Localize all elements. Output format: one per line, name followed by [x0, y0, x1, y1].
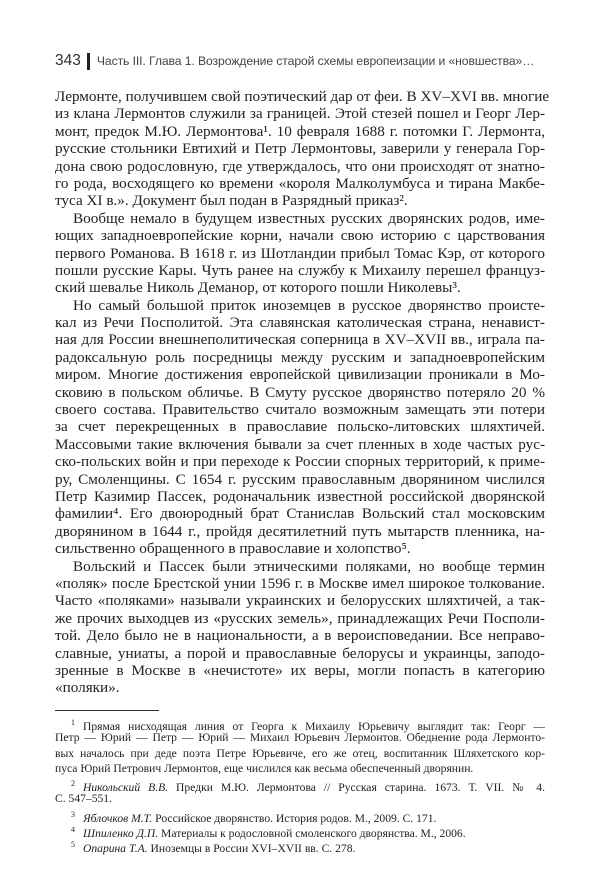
text-line: дворянином в 1644 г., пройдя десятилетний путь мытарств пленника, на- [55, 522, 545, 540]
text-line: ная для России внешнеполитическая соперница в XV–XVII вв., играла па- [55, 331, 545, 349]
footnote-line [55, 761, 545, 776]
footnote-text: Прямая нисходящая линия от Георга к Михаилу Юрьевичу выглядит так: Георг — [83, 719, 545, 733]
text-line: первого Романова. В 1618 г. из Шотландии прибыл Томас Кэр, от которого [55, 244, 545, 262]
running-title: Часть III. Глава 1. Возрождение старой схемы европеизации и «новшества»… [96, 54, 535, 68]
footnote-text: Предки М.Ю. Лермонтова // Русская старина. 1673. Т. VII. № 4. [168, 781, 545, 795]
footnote-number: 4 [71, 825, 75, 835]
footnote-line [55, 730, 545, 745]
footnote-text: Петр — Юрий — Петр — Юрий — Михаил Юрьевич Лермонтов. Обеднение рода Лермонто- [55, 731, 545, 745]
footnote [55, 715, 545, 776]
footnote-line [55, 837, 545, 856]
footnote-text: пуса Юрий Петрович Лермонтов, еще числился как весьма обеспеченный дворянин. [55, 761, 474, 775]
text-line: же прочих выходцев из «русских земель», принадлежащих Речи Посполи- [55, 609, 545, 627]
text-line: сильственно обращенного в православие и холопство⁵. [55, 540, 411, 558]
text-line: из клана Лермонтов служили за границей. Этой стезей пошел и Георг Лер- [55, 105, 545, 123]
page-number: 343 [55, 52, 81, 69]
footnotes [55, 715, 545, 856]
text-line: той. Дело было не в национальности, а в вероисповедании. Все неправо- [55, 627, 545, 645]
footnote-line [55, 776, 545, 795]
text-line: Петр Казимир Пассек, родоначальник известной российской дворянской [55, 487, 545, 505]
footnote [55, 807, 545, 825]
footnote-text: вых началось при деде поэта Петре Юрьевиче, его же отец, воспитанник Шляхетского кор- [55, 746, 545, 760]
text-line: «поляк» после Брестской унии 1596 г. в Москве имел широкое толкование. [55, 574, 545, 592]
text-line: кал из Речи Посполитой. Эта славянская католическая страна, ненавист- [55, 314, 545, 332]
footnote-line [55, 807, 545, 825]
footnote-text: Материалы к родословной смоленского дворянства. М., 2006. [158, 826, 466, 840]
footnote-number: 1 [71, 718, 75, 727]
footnote-number: 2 [71, 779, 75, 789]
text-line: фамилии⁴. Его двоюродный брат Станислав Вольский стал московским [55, 505, 545, 523]
footnote-author: Никольский В.В. [83, 781, 169, 795]
footnote-line [55, 746, 545, 761]
footnote-text: Российское дворянство. История родов. М., 2009. С. 171. [152, 811, 437, 825]
header-divider [87, 53, 90, 70]
running-header [55, 52, 555, 70]
footnote [55, 776, 545, 807]
footnote-text: Иноземцы в России XVI–XVII вв. С. 278. [147, 842, 356, 856]
main-text [55, 88, 550, 697]
text-line: сковию в польском обличье. В Смуту русское дворянство потеряло 20 % [55, 383, 545, 401]
text-line: зренные в Москве в «нечистоте» их веры, могли попасть в категорию [55, 661, 545, 679]
text-line: русские стольники Евтихий и Петр Лермонтовы, заверили у генерала Гор- [55, 140, 545, 158]
text-line: за счет перекрещенных в православие польско-литовских шляхтичей. [55, 418, 545, 436]
paragraph [55, 558, 545, 697]
footnote-line [55, 715, 545, 733]
footnote-number: 3 [71, 809, 75, 819]
footnote-author: Яблочков М.Т. [83, 811, 153, 825]
text-line: славные, униаты, а порой и православные белорусы и украинцы, заподо- [55, 644, 545, 662]
footnote [55, 837, 545, 856]
paragraph [55, 297, 545, 558]
text-line: миром. Многие достижения европейской цивилизации проникали в Мо- [55, 366, 545, 384]
text-line: Часто «поляками» называли украинских и белорусских шляхтичей, а так- [55, 592, 545, 610]
text-line: ющих западноевропейские корни, начали свою историю с царствования [55, 227, 545, 245]
footnote-author: Опарина Т.А. [83, 842, 148, 856]
footnote-text: С. 547–551. [55, 792, 113, 806]
text-line: го рода, восходящего ко времени «короля Малколумбуса и тирана Макбе- [55, 174, 545, 192]
paragraph [55, 210, 545, 297]
text-line: ский шевалье Николь Деманор, от которого пошли Николевы³. [55, 279, 461, 297]
footnote [55, 822, 545, 840]
footnote-author: Шпиленко Д.П. [83, 826, 159, 840]
text-line: своего состава. Правительство считало возможным замещать эти потери [55, 401, 545, 419]
text-line: «поляки». [55, 679, 120, 697]
text-line: ру, Смоленщины. С 1654 г. русским православным дворянином числился [55, 470, 545, 488]
footnote-rule [55, 710, 159, 711]
text-line: монт, предок М.Ю. Лермонтова¹. 10 февраля 1688 г. потомки Г. Лермонта, [55, 122, 545, 140]
text-line: Лермонте, получившем свой поэтический дар от феи. В XV–XVI вв. многие [55, 88, 550, 105]
text-line: Вообще немало в будущем известных русских дворянских родов, име- [73, 209, 545, 227]
footnote-number: 5 [71, 840, 75, 850]
paragraph [55, 88, 550, 210]
text-line: дона свою родословную, где утверждалось, что они происходят от знатно- [55, 157, 545, 175]
text-line: Вольский и Пассек были этническими поляками, но вообще термин [73, 557, 545, 575]
footnote-line [55, 822, 545, 840]
text-line: туса XI в.». Документ был подан в Разрядный приказ². [55, 192, 408, 210]
text-line: Массовыми такие включения бывали за счет пленных в ходе частых рус- [55, 435, 545, 453]
text-line: пошли русские Кары. Чуть ранее на службу к Михаилу перешел француз- [55, 261, 545, 279]
text-line: радоксальную роль посредницы между русским и западноевропейским [55, 348, 545, 366]
text-line: ско-польских войн и при переходе к России спорных территорий, к приме- [55, 453, 545, 471]
text-line: Но самый большой приток иноземцев в русское дворянство происте- [73, 296, 545, 314]
